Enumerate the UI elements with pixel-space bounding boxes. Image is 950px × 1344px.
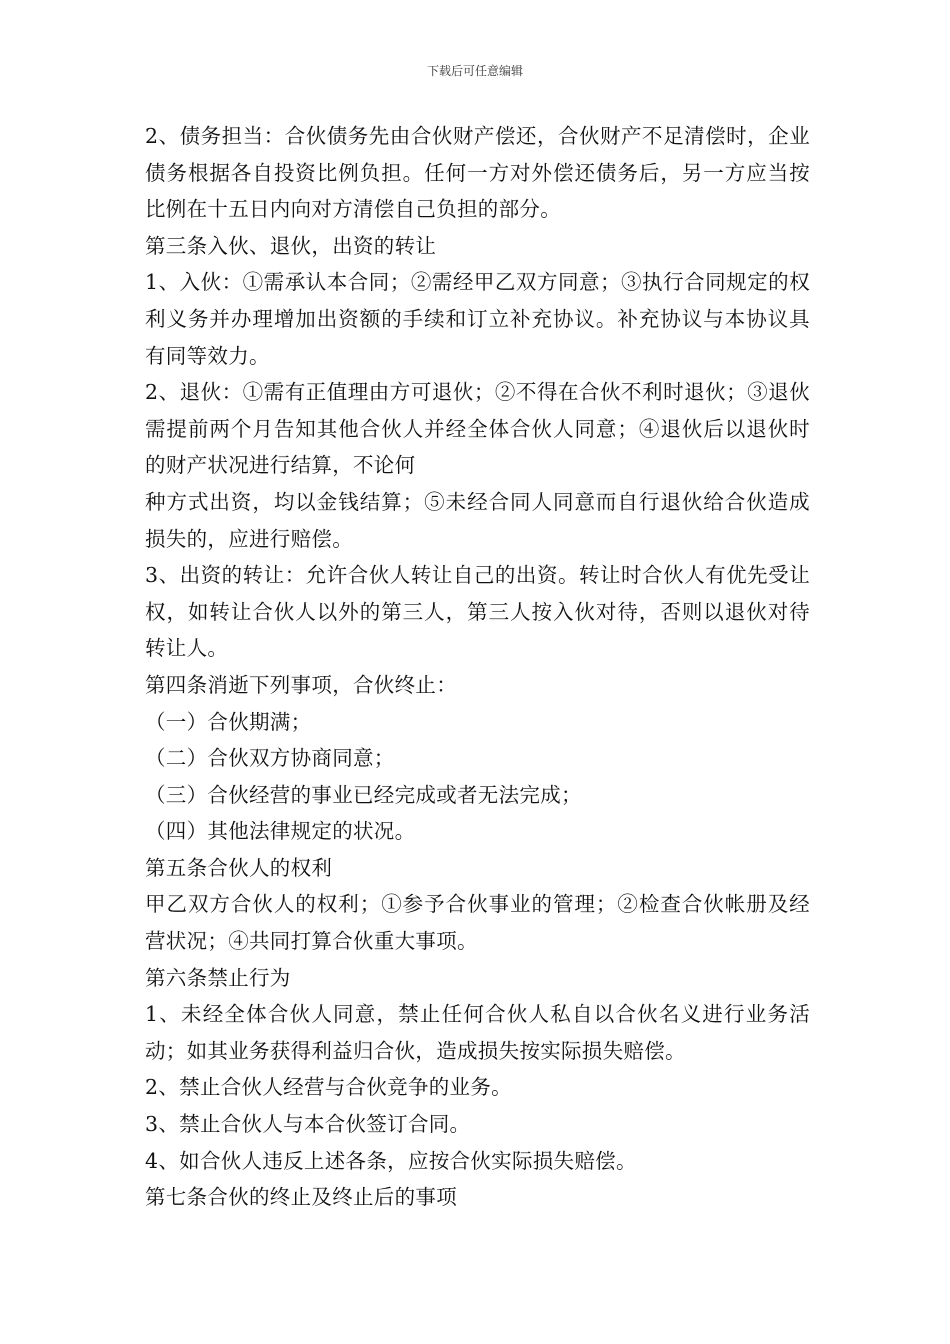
paragraph-debt-liability: 2、债务担当：合伙债务先由合伙财产偿还，合伙财产不足清偿时，企业债务根据各自投资比例负担。任何一方对外偿还债务后，另一方应当按比例在十五日内向对方清偿自己负担的部分。 xyxy=(145,124,810,222)
list-item: 4、如合伙人违反上述各条，应按合伙实际损失赔偿。 xyxy=(145,1148,637,1173)
paragraph-joining: 1、入伙：①需承认本合同；②需经甲乙双方同意；③执行合同规定的权利义务并办理增加出资额的手续和订立补充协议。补充协议与本协议具有同等效力。 xyxy=(145,270,810,368)
document-body xyxy=(145,118,810,1216)
paragraph-withdrawal: 2、退伙：①需有正值理由方可退伙；②不得在合伙不利时退伙；③退伙需提前两个月告知其他合伙人并经全体合伙人同意；④退伙后以退伙时的财产状况进行结算，不论何 xyxy=(145,380,810,478)
paragraph-partner-rights: 甲乙双方合伙人的权利；①参予合伙事业的管理；②检查合伙帐册及经营状况；④共同打算合伙重大事项。 xyxy=(145,892,810,954)
list-item: （一）合伙期满； xyxy=(145,709,312,734)
paragraph-transfer: 3、出资的转让：允许合伙人转让自己的出资。转让时合伙人有优先受让权，如转让合伙人以外的第三人，第三人按入伙对待，否则以退伙对待转让人。 xyxy=(145,563,810,661)
list-item: 3、禁止合伙人与本合伙签订合同。 xyxy=(145,1112,471,1137)
article-4-heading: 第四条消逝下列事项，合伙终止： xyxy=(145,672,457,697)
paragraph-withdrawal-continued: 种方式出资，均以金钱结算；⑤未经合同人同意而自行退伙给合伙造成损失的，应进行赔偿。 xyxy=(145,489,810,551)
list-item: 1、未经全体合伙人同意，禁止任何合伙人私自以合伙名义进行业务活动；如其业务获得利益归合伙，造成损失按实际损失赔偿。 xyxy=(145,1002,810,1063)
article-7-heading: 第七条合伙的终止及终止后的事项 xyxy=(145,1185,457,1210)
list-item: 2、禁止合伙人经营与合伙竞争的业务。 xyxy=(145,1075,512,1100)
page-header: 下载后可任意编辑 xyxy=(426,64,523,78)
list-item: （四）其他法律规定的状况。 xyxy=(145,819,416,844)
article-5-heading: 第五条合伙人的权利 xyxy=(145,855,333,880)
article-3-heading: 第三条入伙、退伙，出资的转让 xyxy=(145,233,437,258)
list-item: （三）合伙经营的事业已经完成或者无法完成； xyxy=(145,782,582,807)
article-6-heading: 第六条禁止行为 xyxy=(145,965,291,990)
list-item: （二）合伙双方协商同意； xyxy=(145,746,395,771)
